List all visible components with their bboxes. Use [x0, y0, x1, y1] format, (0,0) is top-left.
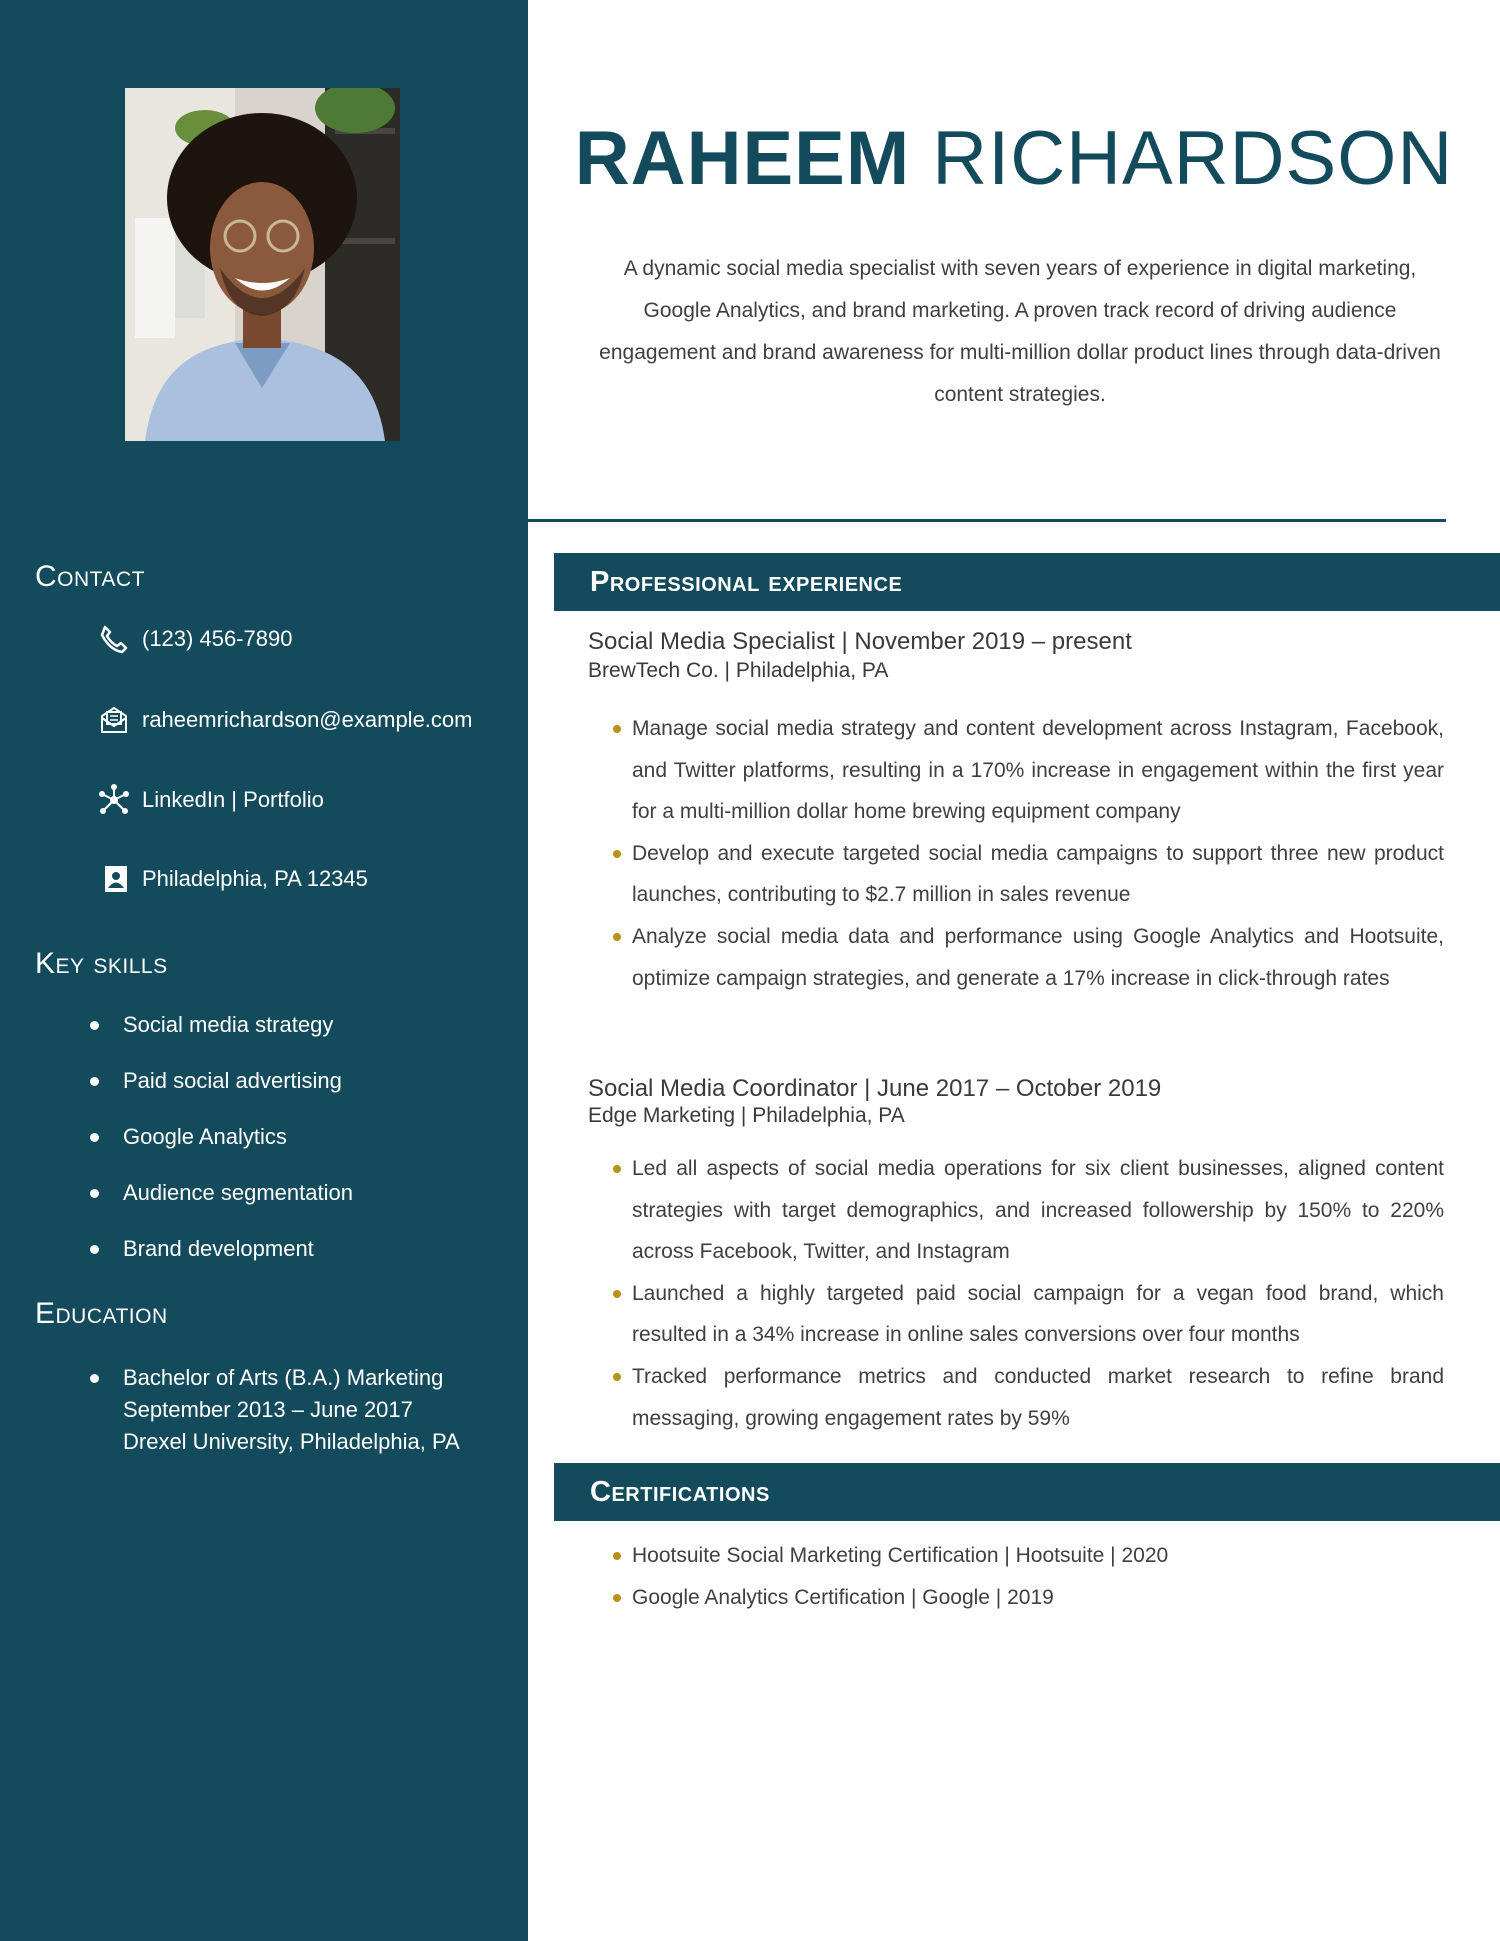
skill-item: Brand development [90, 1236, 314, 1262]
candidate-name [528, 115, 1500, 202]
job-title: Social Media Coordinator | June 2017 – October 2019 [588, 1075, 1162, 1102]
phone-number: (123) 456-7890 [142, 626, 293, 651]
email-link[interactable]: raheemrichardson@example.com [142, 707, 473, 732]
certification-list [610, 1535, 1444, 1618]
certifications-section-bar [554, 1463, 1500, 1521]
contact-phone [96, 619, 292, 659]
job-bullets [610, 1148, 1444, 1439]
education-school: Drexel University, Philadelphia, PA [123, 1429, 460, 1454]
certification-item: Hootsuite Social Marketing Certification | Hootsuite | 2020 [610, 1535, 1444, 1577]
job-title: Social Media Specialist | November 2019 – present [588, 628, 1132, 655]
email-icon [96, 702, 132, 738]
profile-summary: A dynamic social media specialist with seven years of experience in digital marketing, Google Analytics, and brand marketing. A proven track record of driving audience engagement and brand awareness for multi-million dollar product lines through data-driven content strategies. [599, 257, 1441, 406]
skill-item: Social media strategy [90, 1012, 333, 1038]
contact-heading: Contact [35, 560, 145, 593]
certifications-heading: Certifications [590, 1475, 770, 1508]
link-separator: | [225, 787, 244, 812]
experience-heading: Professional experience [590, 565, 903, 598]
job-company: Edge Marketing | Philadelphia, PA [588, 1104, 905, 1127]
job-bullet: Tracked performance metrics and conducted market research to refine brand messaging, growing engagement rates by 59% [610, 1356, 1444, 1439]
phone-icon [96, 621, 132, 657]
contact-location [96, 859, 368, 899]
profile-photo [125, 88, 400, 441]
education-heading: Education [35, 1297, 168, 1330]
last-name: RICHARDSON [932, 116, 1454, 201]
job-bullet: Develop and execute targeted social media campaigns to support three new product launches, contributing to $2.7 million in sales revenue [610, 833, 1444, 916]
skill-item: Paid social advertising [90, 1068, 342, 1094]
experience-section-bar [554, 553, 1500, 611]
sidebar [0, 0, 528, 1941]
contact-email [96, 700, 472, 740]
education-dates: September 2013 – June 2017 [123, 1397, 413, 1422]
education-entry [90, 1362, 460, 1458]
linkedin-link[interactable]: LinkedIn [142, 787, 226, 812]
first-name: RAHEEM [574, 116, 911, 201]
job-bullet: Launched a highly targeted paid social campaign for a vegan food brand, which resulted in a 34% increase in online sales conversions over four months [610, 1273, 1444, 1356]
contact-links [96, 780, 324, 820]
job-bullet: Analyze social media data and performance using Google Analytics and Hootsuite, optimize campaign strategies, and generate a 17% increase in click-through rates [610, 916, 1444, 999]
job-bullets [610, 708, 1444, 999]
skills-heading: Key skills [35, 947, 168, 980]
skill-item: Audience segmentation [90, 1180, 353, 1206]
job-bullet: Led all aspects of social media operations for six client businesses, aligned content strategies with target demographics, and increased followership by 150% to 220% across Facebook, Twitter, and Instagram [610, 1148, 1444, 1273]
portfolio-link[interactable]: Portfolio [243, 787, 324, 812]
certification-item: Google Analytics Certification | Google | 2019 [610, 1577, 1444, 1619]
job-bullet: Manage social media strategy and content development across Instagram, Facebook, and Twitter platforms, resulting in a 170% increase in engagement within the first year for a multi-million dollar home brewing equipment company [610, 708, 1444, 833]
location-text: Philadelphia, PA 12345 [142, 866, 368, 891]
address-card-icon [96, 861, 132, 897]
education-degree: Bachelor of Arts (B.A.) Marketing [123, 1365, 444, 1390]
network-icon [96, 782, 132, 818]
header-divider [528, 519, 1446, 522]
job-company: BrewTech Co. | Philadelphia, PA [588, 659, 889, 682]
skill-item: Google Analytics [90, 1124, 287, 1150]
